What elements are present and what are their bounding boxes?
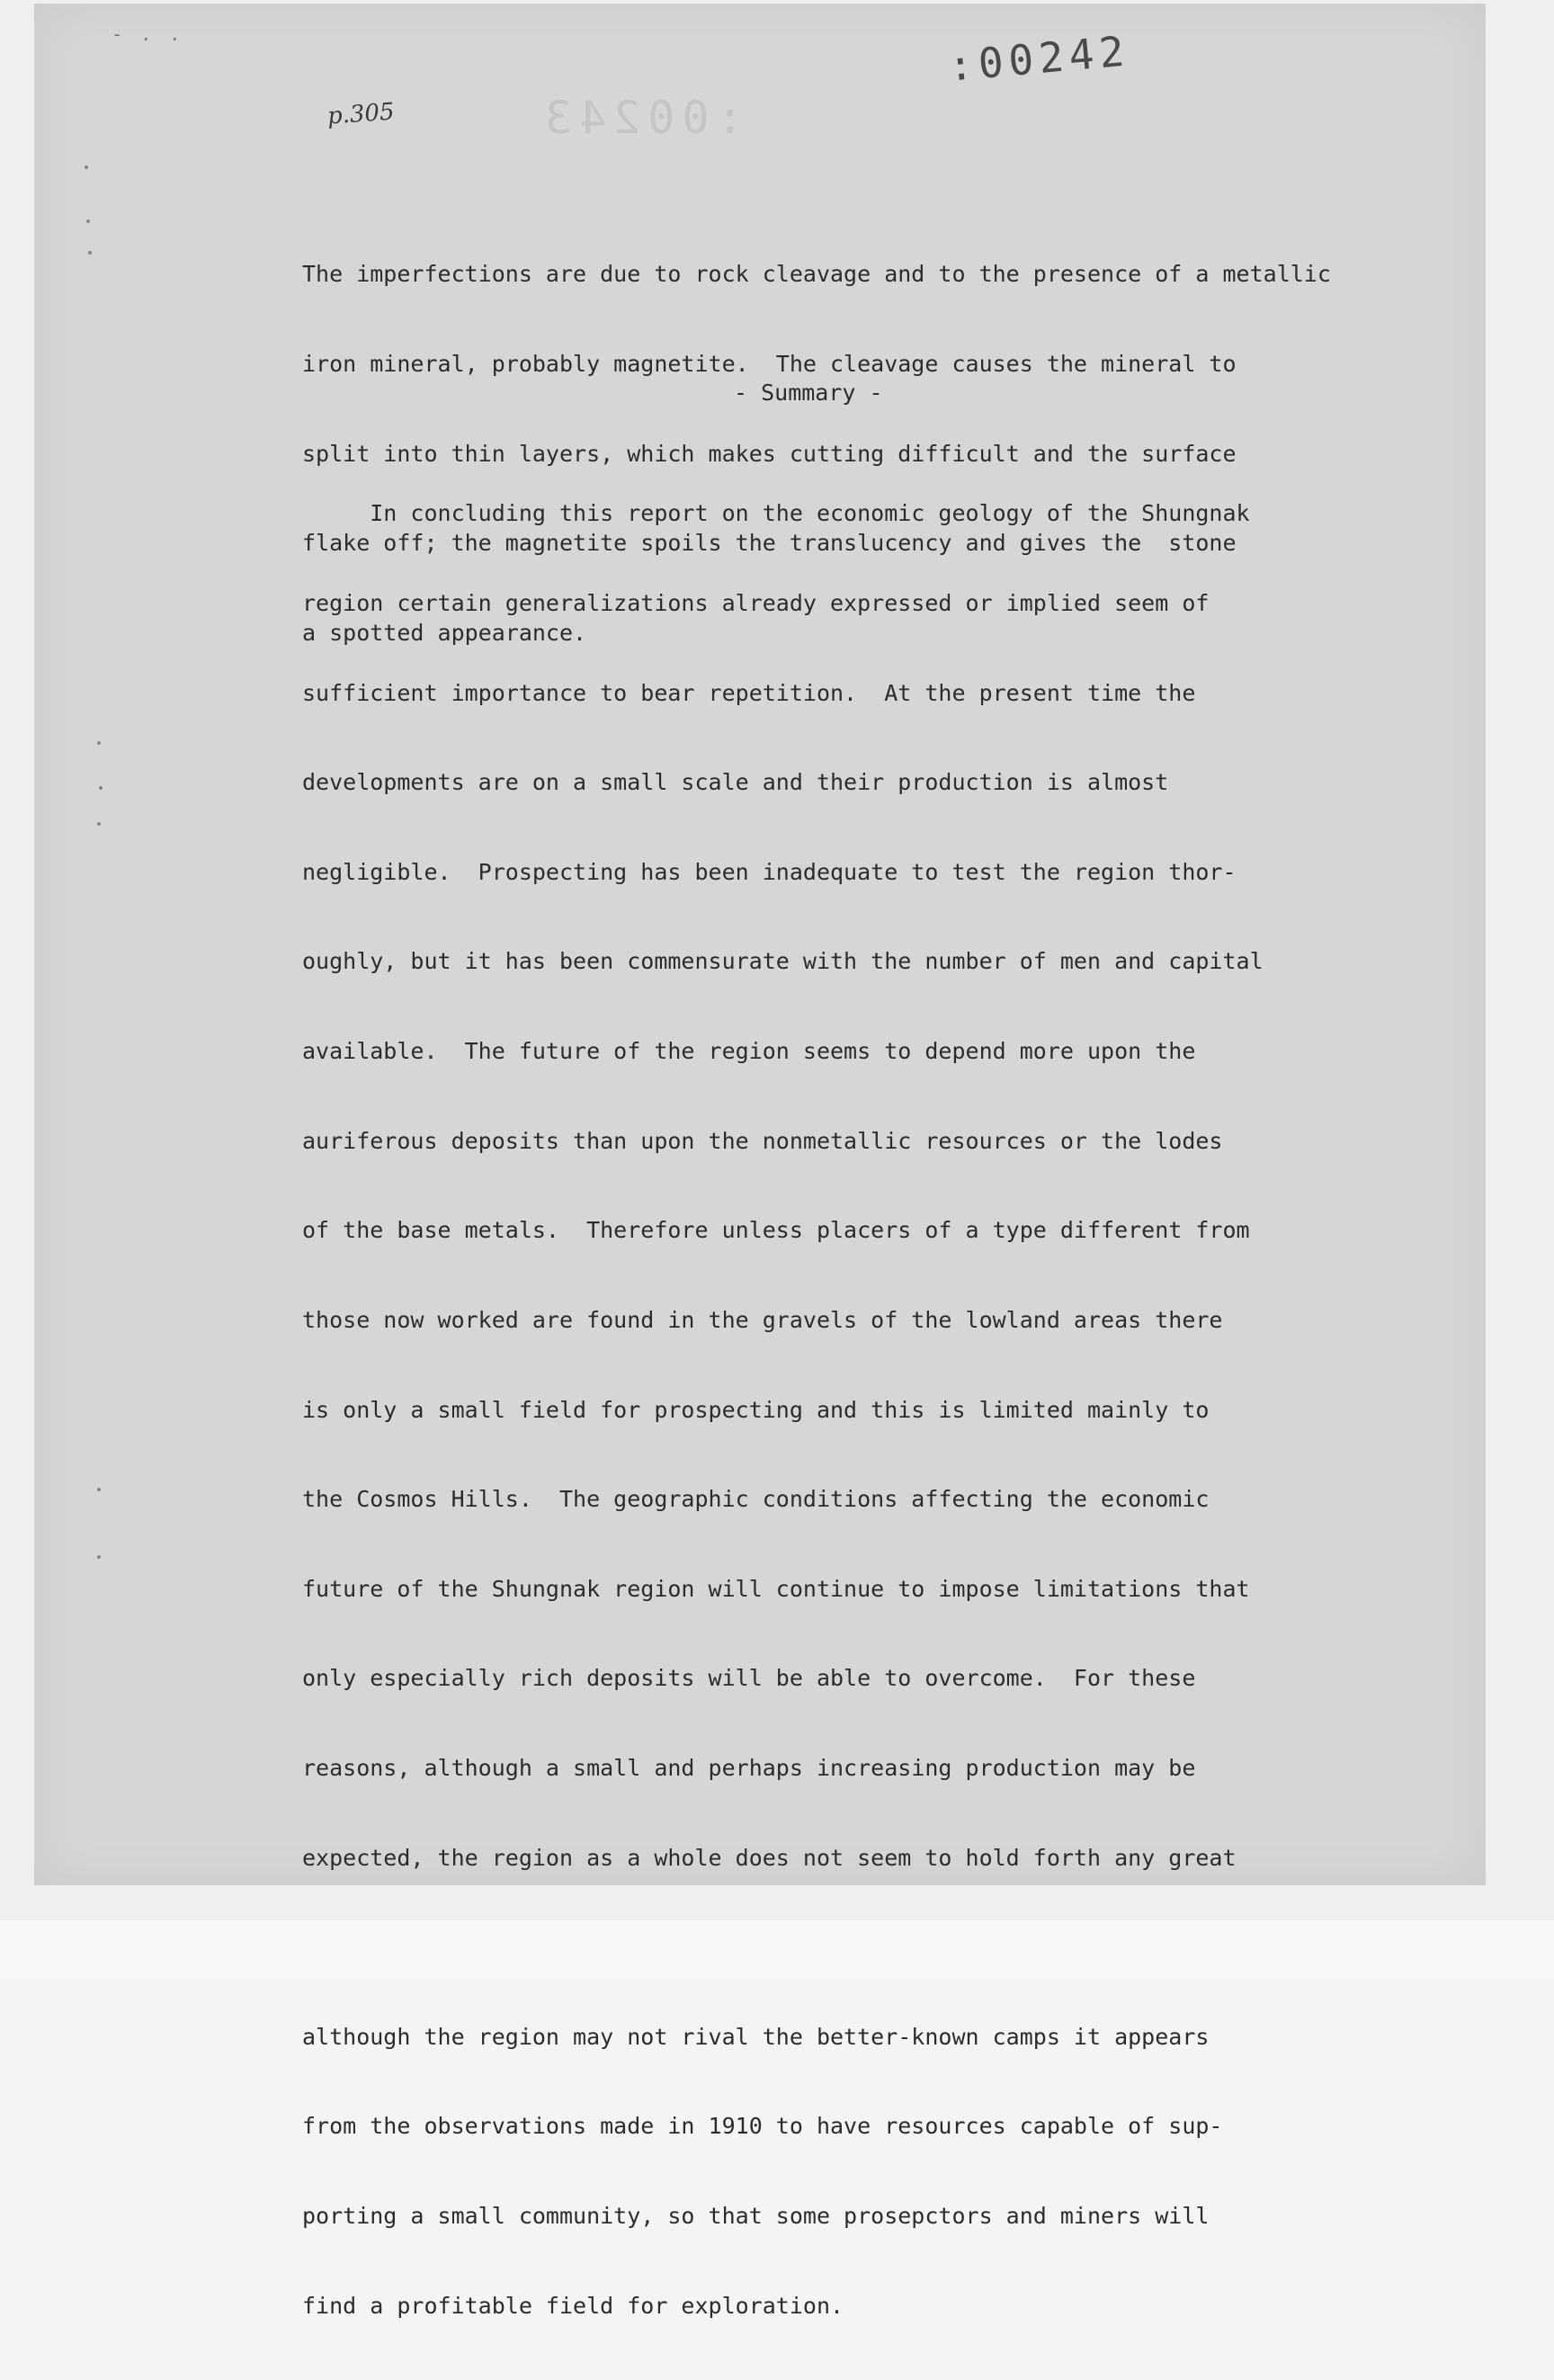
text-line: flake off; the magnetite spoils the translucency and gives the stone: [302, 530, 1237, 557]
document-stamp-number: :00242: [946, 26, 1132, 91]
text-line: expected, the region as a whole does not seem to hold forth any great: [302, 1844, 1237, 1871]
text-line: of the base metals. Therefore unless placers of a type different from: [302, 1217, 1250, 1244]
text-line: In concluding this report on the economic geology of the Shungnak: [302, 500, 1250, 527]
text-line: from the observations made in 1910 to have resources capable of sup-: [302, 2113, 1223, 2140]
text-line: a spotted appearance.: [302, 619, 587, 646]
summary-heading: - Summary -: [734, 380, 883, 406]
paper-sheet: [34, 4, 1486, 2319]
text-line: region certain generalizations already expressed or implied seem of: [302, 590, 1210, 617]
text-line: developments are on a small scale and their production is almost: [302, 769, 1169, 796]
text-line: find a profitable field for exploration.: [302, 2292, 844, 2319]
text-line: sufficient importance to bear repetition. At the present time the: [302, 679, 1196, 706]
scan-speck: [97, 1555, 101, 1559]
text-line: porting a small community, so that some prosepctors and miners will: [302, 2202, 1210, 2229]
text-line: iron mineral, probably magnetite. The cleavage causes the mineral to: [302, 351, 1237, 378]
bleed-through-stamp: :00243: [538, 92, 744, 144]
text-line: negligible. Prospecting has been inadequate to test the region thor-: [302, 858, 1237, 885]
text-line: is only a small field for prospecting and this is limited mainly to: [302, 1396, 1210, 1423]
scan-speck: [97, 822, 101, 826]
text-line: oughly, but it has been commensurate with the number of men and capital: [302, 948, 1264, 975]
corner-marks: - . .: [112, 23, 184, 45]
handwritten-page-number: p.305: [326, 98, 396, 130]
text-line: reasons, although a small and perhaps increasing production may be: [302, 1754, 1196, 1781]
scan-bottom-margin: [0, 1920, 1554, 1979]
text-line: available. The future of the region seems to depend more upon the: [302, 1038, 1196, 1065]
text-line: the Cosmos Hills. The geographic conditions affecting the economic: [302, 1486, 1210, 1513]
text-line: future of the Shungnak region will continue to impose limitations that: [302, 1575, 1250, 1602]
paragraph-summary: [302, 439, 1264, 2380]
text-line: split into thin layers, which makes cutting difficult and the surface: [302, 440, 1237, 467]
text-line: only especially rich deposits will be able to overcome. For these: [302, 1665, 1196, 1692]
text-line: although the region may not rival the better-known camps it appears: [302, 2023, 1210, 2050]
scan-speck: [86, 219, 90, 223]
text-line: The imperfections are due to rock cleavage and to the presence of a metallic: [302, 261, 1331, 288]
scan-speck: [88, 251, 92, 255]
scan-speck: [99, 786, 103, 790]
scan-speck: [85, 166, 88, 169]
scan-speck: [97, 1488, 101, 1491]
scan-speck: [97, 741, 101, 745]
text-line: those now worked are found in the gravels of the lowland areas there: [302, 1306, 1223, 1333]
text-line: auriferous deposits than upon the nonmetallic resources or the lodes: [302, 1127, 1223, 1154]
